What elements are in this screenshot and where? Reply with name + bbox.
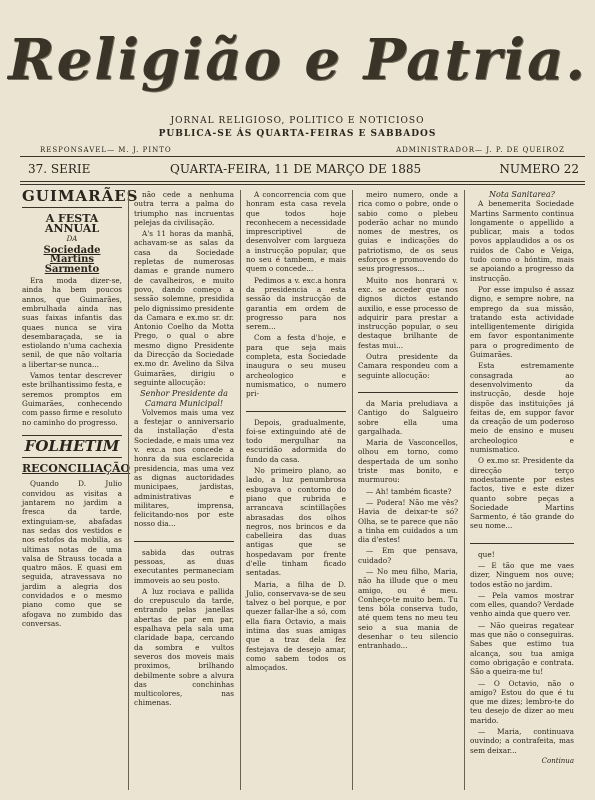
society-name: Sociedade Martins Sarmento [43, 245, 101, 275]
dateline-bottom-rule-2 [20, 184, 585, 185]
paragraph: — E tão que me vaes dizer, Ninguem nos ouve; todos estão no jardim. [470, 560, 574, 589]
paragraph: Por esse impulso é assaz digno, e sempre nobre, na emprego da sua missão, tratando esta actividade intelligentemente dirigida em favor espontanimente para o progredimento de Guimarães. [470, 284, 574, 360]
divider [22, 207, 122, 208]
divider [246, 411, 346, 412]
paragraph: — Em que pensava, cuidado? [358, 546, 458, 565]
article-heading-guimaraes: GUIMARÃES [22, 187, 139, 205]
paragraph: Outra presidente da Camara respondeu com a seguinte allocução: [358, 352, 458, 380]
paragraph: Era moda dizer-se, ainda ha bem poucos annos, que Guimarães, embrulhada ainda nas suas faixas infantis das quaes nunca se vira desembaraçada, se ia estiolando n'uma cachexia senil, de que não voltaria a libertar-se nunca... [22, 276, 122, 369]
salutation: Senhor Presidente da Camara Municipal! [140, 389, 228, 408]
paragraph: sabida das outras pessoas, as duas executantes permaneciam immoveis ao seu posto. [134, 547, 234, 585]
paragraph: A's 11 horas da manhã, achavam-se as salas da casa da Sociedade repletas de numerosas damas e grande numero de cavalheiros, e muito povo, dando começo a sessão solemne, presidida pelo dignissimo presidente da Camara e ex.mo sr. dr. Antonio Coelho da Motta Prego, o qual o abre mesmo digno Presidente da Direcção da Sociedade ex.mo dr. Avelino da Silva Guimarães, dirigiu o seguinte allocução: [134, 229, 234, 387]
speech-paragraph: Volvemos mais uma vez a festejar o anniversario da installação d'esta Sociedade, e mais uma vez v. exc.a nos concede a honra da sua esclarecida presidencia, mas uma vez as dignas auctoridades municipaes, jardistas, administrativas e militares, imprensa, felicitando-nos por este nosso dia... [134, 407, 234, 529]
issue-number: NUMERO 22 [499, 162, 579, 176]
section-heading: Nota Sanitarea? [489, 190, 555, 199]
newspaper-title: Religião e Patria. [8, 27, 587, 93]
paragraph: que! [478, 549, 495, 559]
paragraph: No primeiro plano, ao lado, a luz penumbrosa esbugava o contorno do piano que rubrida e arrancava scintillações abrasadas dos olhos negros, nos brincos e da cabelleira das duas antigas que se hospedavam por frente d'elle tinham ficado sentadas. [246, 466, 346, 578]
paragraph: — Pela vamos mostrar com elles, quando? Verdade venho ainda que quero ver. [470, 590, 574, 619]
administrator: ADMINISTRADOR— J. P. DE QUEIROZ [396, 146, 565, 154]
divider [22, 435, 122, 436]
paragraph: não cede a nenhuma outra terra a palma do triumpho nas incruentas pelejas da civilisação. [134, 190, 234, 227]
column-separator [128, 190, 129, 790]
paragraph: Depois, gradualmente, foi-se extinguindo até de todo mergulhar na escuridão adormida do fundo da casa. [246, 417, 346, 464]
divider [22, 457, 122, 458]
paragraph: — No meu filho, Maria, não ha illude que o meu amigo, ou é meu. Conheço-te muito bem. Tu tens bóla conserva tudo, até quem tens no meu teu seio a sua mania de desenhar o teu silencio entranhado... [358, 566, 458, 651]
paragraph: meiro numero, onde a rica como o pobre, onde o sabio como o plebeu poderão achar no mundo nomes de mestres, os guias e indicações do patriotismo, de os seus esforços e promovendo do seus progressos... [358, 190, 458, 274]
paragraph: Esta estremamente consagrada ao desenvolvimento da instrucção, desde hoje dispõe das instituições já feitas de, em suppor favor da creação de um poderoso meio de ensino e museu archeologico e numismatico. [470, 361, 574, 455]
paragraph: A benemerita Sociedade Martins Sarmento continua longamente o appellido a publicar, mais a todos povos applaudidos a os os ruidos de Cabo e Veiga, tudo como o hóntim, mais se apoiando a progresso da instrucção. [470, 199, 574, 283]
paragraph: — Não queiras regatear mas que não o conseguiras. Sabes que estimo tua alcança, sou tua amiga como obrigação e contrata. São a queira-me tu! [470, 620, 574, 677]
masthead [0, 27, 595, 93]
column-5 [470, 190, 574, 790]
divider [134, 541, 234, 542]
folhetim-heading: FOLHETIM [24, 436, 120, 455]
responsible-editor: RESPONSAVEL— M. J. PINTO [40, 146, 172, 154]
column-separator [464, 190, 465, 790]
paragraph: Vamos tentar descrever este brilhantissimo festa, e seremos promptos em Guimarães, conhecendo com passo firme e resoluto no caminho do progresso. [22, 371, 122, 427]
paragraph: A concorrencia com que honram esta casa revela que todos hoje reconhecem a necessidade imprescriptivel de desenvolver com largueza a instrucção popular, que no seu é tambem, e mais quem o concede... [246, 190, 346, 274]
dateline [20, 158, 585, 180]
series-label: 37. SERIE [28, 162, 91, 176]
paragraph: — Podera! Não me vês? Havia de deixar-te só? Olha, se te parece que não a tinha em cuidados a um dia d'estes! [358, 497, 458, 545]
newspaper-subtitle: JORNAL RELIGIOSO, POLITICO E NOTICIOSO [170, 116, 425, 126]
paragraph: Muito nos honrará v. exc. se acceder que nos dignos dictos estando auxilio, e esse processo de adquirir para prestar a instrucção popular, o seu destaque brilhante de festas mui... [358, 275, 458, 350]
column-1 [22, 187, 139, 790]
reconciliacao-heading: RECONCILIAÇÃO [22, 462, 131, 476]
paragraph: Com a festa d'hoje, e para que seja mais completa, esta Sociedade inaugura o seu museu archeologico e numismatico, o numero pri- [246, 333, 346, 399]
paragraph: — Maria, continuava ouvindo; a contrafeita, mas sem deixar... [470, 727, 574, 755]
divider [358, 392, 458, 393]
article-subheading: A FESTA ANNUAL [44, 212, 100, 235]
dateline-bottom-rule [20, 181, 585, 182]
paragraph: Maria de Vasconcellos, olhou em torno, como despertada de um sonho triste mas bonito, e murmurou: [358, 438, 458, 485]
paragraph: O ex.mo sr. Presidente da direcção terço modestamente por estes factos, tive e este dizer quanto sobre peças a Sociedade Martins Sarmento, é tão grande do seu nome... [470, 456, 574, 531]
column-4 [358, 190, 458, 790]
issue-date: QUARTA-FEIRA, 11 DE MARÇO DE 1885 [170, 162, 422, 176]
column-separator [352, 190, 353, 790]
paragraph: da Maria preludiava a Cantigo do Salgueiro sobre ella uma gargalhada. [358, 398, 458, 436]
paragraph: Maria, a filha de D. Julio, conservava-se de seu talvez o bel porque, e por quezer fallar-lhe a só, com ella fiara Octavio, a mais intima das suas amigas que a traz dela fez festejava de desejo amar, como sabem todos os almoçados. [246, 579, 346, 673]
article-da: DA [66, 234, 78, 243]
column-3 [246, 190, 346, 790]
publication-schedule: PUBLICA-SE ÁS QUARTA-FEIRAS E SABBADOS [158, 129, 437, 139]
paragraph: — Ah! também ficaste? [366, 486, 452, 496]
divider [470, 543, 574, 544]
paragraph: Pedimos a v. exc.a honra da presidencia a esta sessão da instrucção de garantia em ordem de progresso para nos serem... [246, 275, 346, 332]
top-rule [20, 156, 585, 157]
column-separator [240, 190, 241, 790]
paragraph: — O Octavio, não o amigo? Estou do que é tu que me dizes; lembro-te do teu desejo de dizer ao meu marido. [470, 678, 574, 725]
column-2 [134, 190, 234, 790]
folhetim-paragraph: Quando D. Julio convidou as visitas a jantarem no jardim a fresca da tarde, extinguiam-se, abafadas nas sedas dos vestidos e nos estofos da mobilia, as ultimas notas de uma valsa de Strauss tocada a quatro mãos. E quasi em seguida, atravessava no jardim a alegria dos convidados e o mesmo piano como que se afogava no zumbido das conversas. [22, 479, 122, 628]
paragraph: A luz rociava e pallida do crepusculo da tarde, entrando pelas janellas abertas de par em par, espalhava pela sala uma claridade bapa, cercando da sombra e vultos severos dos moveis mais proximos, brilhando debilmente sobre a alvura das conchinhas multicolores, nas chimenas. [134, 586, 234, 708]
continua-note: Continua [541, 756, 574, 765]
